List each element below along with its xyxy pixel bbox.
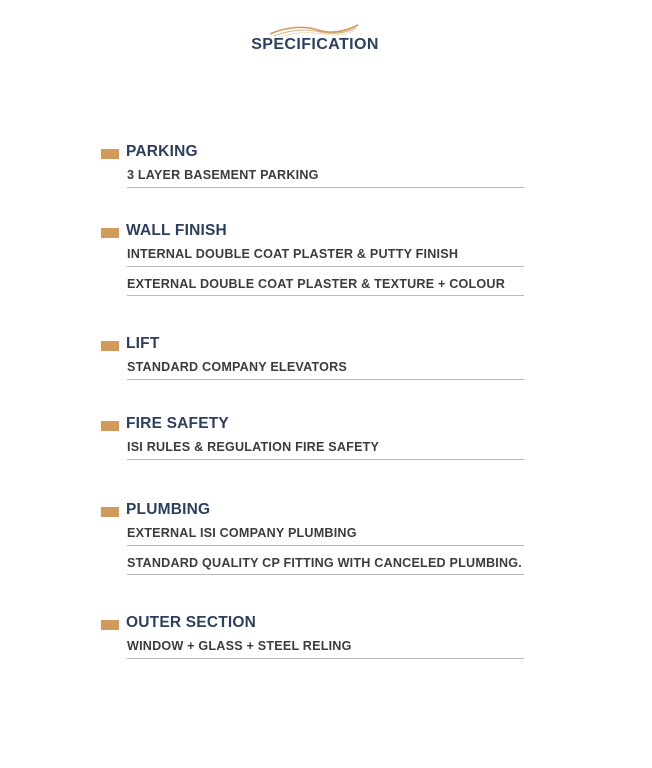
section-header bbox=[101, 143, 541, 165]
section-marker bbox=[101, 507, 119, 517]
spec-item: WINDOW + GLASS + STEEL RELING bbox=[127, 636, 524, 659]
section-marker bbox=[101, 620, 119, 630]
spec-item: ISI RULES & REGULATION FIRE SAFETY bbox=[127, 437, 524, 460]
section-header bbox=[101, 222, 541, 244]
section-marker bbox=[101, 149, 119, 159]
spec-item: EXTERNAL DOUBLE COAT PLASTER & TEXTURE + COLOUR bbox=[127, 267, 524, 296]
section-title: PLUMBING bbox=[126, 501, 211, 518]
section-header bbox=[101, 335, 541, 357]
section-title: OUTER SECTION bbox=[126, 614, 257, 631]
section-parking bbox=[101, 143, 541, 188]
spec-item: STANDARD COMPANY ELEVATORS bbox=[127, 357, 524, 380]
section-marker bbox=[101, 341, 119, 351]
section-title: LIFT bbox=[126, 335, 160, 352]
section-title: PARKING bbox=[126, 143, 198, 160]
section-outer-section bbox=[101, 614, 541, 659]
section-marker bbox=[101, 421, 119, 431]
section-marker bbox=[101, 228, 119, 238]
section-lift bbox=[101, 335, 541, 380]
section-plumbing bbox=[101, 501, 541, 575]
section-fire-safety bbox=[101, 415, 541, 460]
page-title: SPECIFICATION bbox=[251, 36, 379, 53]
spec-item: STANDARD QUALITY CP FITTING WITH CANCELED PLUMBING. bbox=[127, 546, 524, 575]
spec-item: EXTERNAL ISI COMPANY PLUMBING bbox=[127, 523, 524, 546]
spec-item: 3 LAYER BASEMENT PARKING bbox=[127, 165, 524, 188]
section-header bbox=[101, 614, 541, 636]
spec-item: INTERNAL DOUBLE COAT PLASTER & PUTTY FINISH bbox=[127, 244, 524, 267]
section-title: FIRE SAFETY bbox=[126, 415, 229, 432]
section-wall-finish bbox=[101, 222, 541, 296]
section-header bbox=[101, 415, 541, 437]
section-title: WALL FINISH bbox=[126, 222, 227, 239]
section-header bbox=[101, 501, 541, 523]
